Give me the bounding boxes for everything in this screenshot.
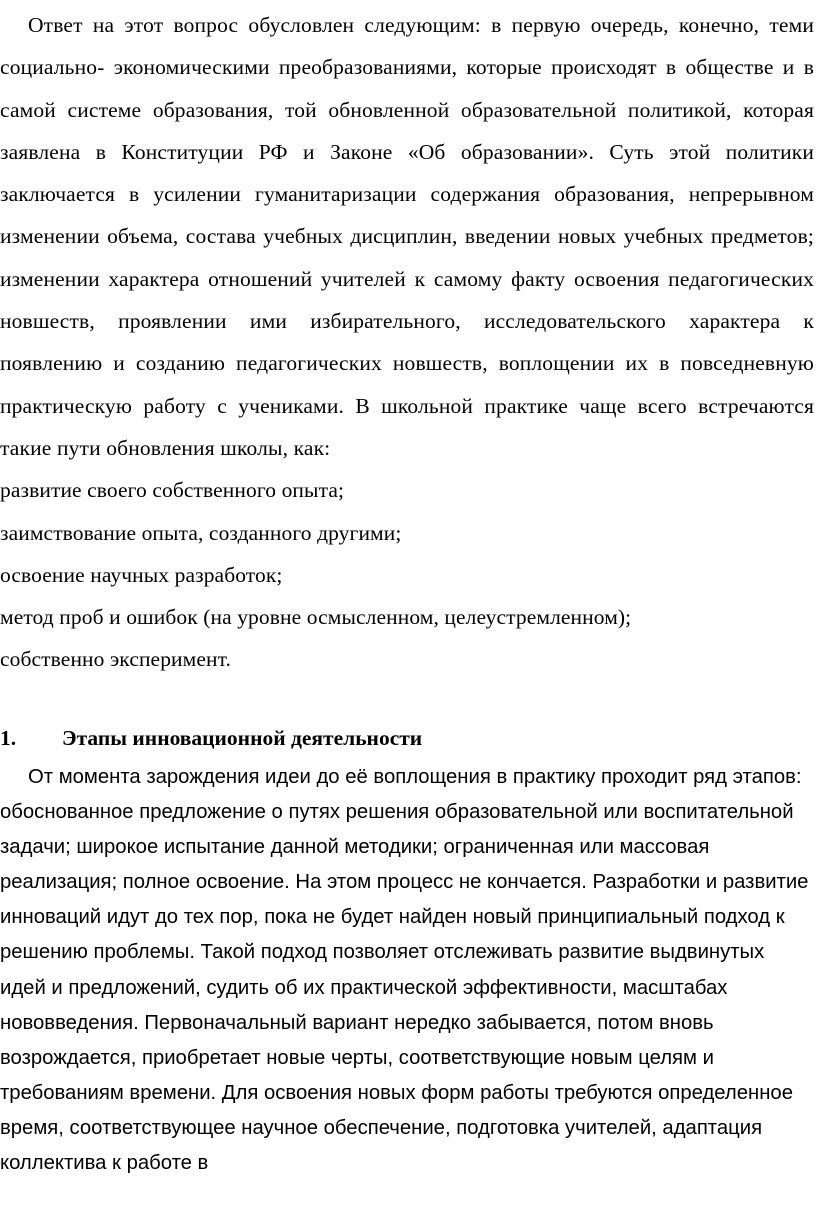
section-paragraph: От момента зарождения идеи до её воплощения в практику проходит ряд этапов: обоснованное предложение о путях решения образовательной или воспитательной задачи; широкое испытание данной методики; ограниченная или массовая реализация; полное освоение. На этом процесс не кончается. Разработки и развитие инноваций идут до тех пор, пока не будет найден новый принципиальный подход к решению проблемы. Такой подход позволяет отслеживать развитие выдвинутых идей и предложений, судить об их практической эффективности, масштабах нововведения. Первоначальный вариант нередко забывается, потом вновь возрождается, приобретает новые черты, соответствующие новым целям и требованиям времени. Для освоения новых форм работы требуются определенное время, соответствующее научное обеспечение, подготовка учителей, адаптация коллектива к работе в <box>0 766 809 1175</box>
section-number: 1. <box>0 726 17 750</box>
section-heading <box>0 718 422 758</box>
list-item: заимствование опыта, созданного другими; <box>0 520 402 545</box>
list-item: собственно эксперимент. <box>0 647 231 672</box>
list-item: метод проб и ошибок (на уровне осмысленном, целеустремленном); <box>0 605 632 630</box>
innovation-stages-section <box>0 760 814 1181</box>
intro-section <box>0 4 814 681</box>
list-item: развитие своего собственного опыта; <box>0 478 345 503</box>
renewal-paths-list <box>0 469 814 680</box>
section-title: Этапы инновационной деятельности <box>62 726 423 750</box>
intro-paragraph: Ответ на этот вопрос обусловлен следующим: в первую очередь, конечно, теми социально- экономическими преобразованиями, которые происходят в обществе и в самой системе образования, той обновленной образовательной политикой, которая заявлена в Конституции РФ и Законе «Об образовании». Суть этой политики заключается в усилении гуманитаризации содержания образования, непрерывном изменении объема, состава учебных дисциплин, введении новых учебных предметов; изменении характера отношений учителей к самому факту освоения педагогических новшеств, проявлении ими избирательного, исследовательского характера к появлению и созданию педагогических новшеств, воплощении их в повседневную практическую работу с учениками. В школьной практике чаще всего встречаются такие пути обновления школы, как: <box>0 13 814 460</box>
list-item: освоение научных разработок; <box>0 562 283 587</box>
